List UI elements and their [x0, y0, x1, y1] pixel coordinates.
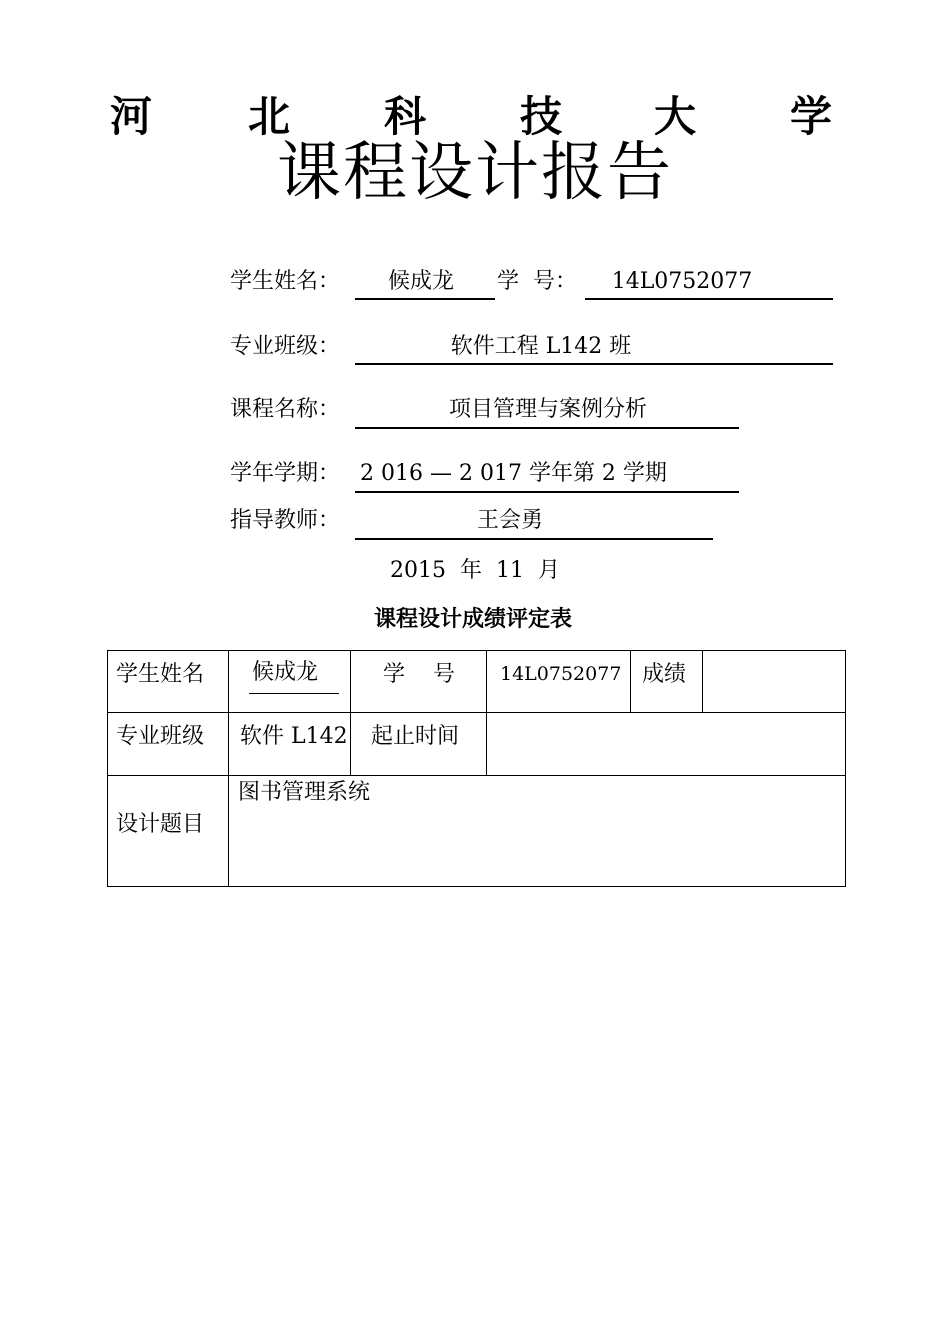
table-rule — [107, 775, 846, 776]
major-label: 专业班级： — [230, 334, 341, 359]
university-char: 北 — [248, 92, 291, 141]
student-name-value: 候成龙 — [387, 269, 454, 294]
major-label-cell: 专业班级 — [116, 724, 205, 749]
teacher-label: 指导教师： — [230, 508, 341, 533]
table-rule — [630, 650, 631, 712]
university-char: 学 — [790, 92, 833, 141]
name-value-cell: 候成龙 — [252, 660, 319, 685]
id-label-cell: 学 号 — [383, 662, 455, 687]
report-date: 2015 年 11 月 — [390, 558, 560, 583]
table-rule — [350, 650, 351, 775]
id-value-cell: 14L0752077 — [500, 663, 622, 685]
course-label: 课程名称： — [230, 397, 341, 422]
term-underline — [355, 491, 739, 493]
name-value-underline — [249, 693, 339, 694]
report-title: 课程设计报告 — [277, 136, 673, 210]
table-rule — [228, 650, 229, 887]
table-border — [107, 650, 846, 887]
major-value-cell: 软件 L142 — [240, 724, 348, 749]
topic-value-cell: 图书管理系统 — [238, 780, 371, 805]
period-label-cell: 起止时间 — [371, 724, 460, 749]
table-rule — [107, 712, 846, 713]
table-rule — [702, 650, 703, 712]
course-value: 项目管理与案例分析 — [448, 397, 647, 422]
teacher-underline — [355, 538, 713, 540]
major-underline — [355, 363, 833, 365]
student-id-label: 学 号： — [497, 269, 577, 294]
grade-table-title: 课程设计成绩评定表 — [373, 607, 572, 632]
student-name-label: 学生姓名： — [230, 269, 341, 294]
term-label: 学年学期： — [230, 461, 341, 486]
student-id-value: 14L0752077 — [611, 269, 753, 294]
university-char: 科 — [384, 92, 427, 141]
table-rule — [486, 650, 487, 775]
university-char: 大 — [654, 92, 697, 141]
student-name-underline — [355, 298, 495, 300]
course-underline — [355, 427, 739, 429]
topic-label-cell: 设计题目 — [116, 812, 205, 837]
student-id-underline — [585, 298, 833, 300]
university-char: 河 — [110, 92, 153, 141]
university-char: 技 — [520, 92, 563, 141]
name-label-cell: 学生姓名 — [116, 662, 205, 687]
teacher-value: 王会勇 — [476, 508, 543, 533]
score-label-cell: 成绩 — [642, 662, 687, 687]
major-value: 软件工程 L142 班 — [450, 334, 632, 359]
term-value: 2 016 — 2 017 学年第 2 学期 — [360, 461, 667, 486]
